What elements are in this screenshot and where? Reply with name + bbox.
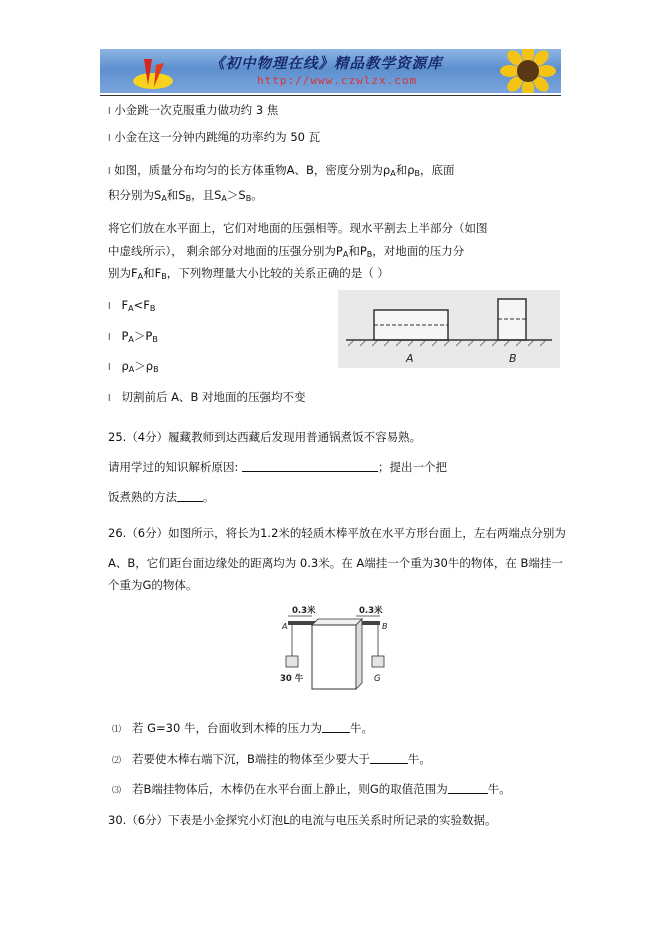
question-25-title: 25.（4分）履藏教师到达西藏后发现用普通锅煮饭不容易熟。 xyxy=(108,430,422,444)
question-26-title: 26.（6分）如图所示，将长为1.2米的轻质木棒平放在水平方形台面上，左右两端点分别为 xyxy=(108,526,566,540)
answer-option-line: l 小金在这一分钟内跳绳的功率约为 50 瓦 xyxy=(108,130,321,144)
answer-blank[interactable] xyxy=(370,752,408,764)
end-a-label: A xyxy=(282,622,288,631)
answer-blank[interactable] xyxy=(322,721,350,733)
question-30-title: 30.（6分）下表是小金探究小灯泡L的电流与电压关系时所记录的实验数据。 xyxy=(108,813,497,827)
answer-blank[interactable] xyxy=(448,782,488,794)
question-25-line3: 饭煮熟的方法 。 xyxy=(108,490,215,504)
question-text: 中虚线所示）， 剩余部分对地面的压强分别为$P_A$和$P_B$，对地面的压力分 xyxy=(108,244,465,259)
end-b-label: B xyxy=(382,622,388,631)
option-c: l $\rho_A>\rho_B$ xyxy=(108,359,159,374)
table-front xyxy=(312,625,356,689)
weight-left xyxy=(286,656,298,667)
sub-question-1: ⑴ 若 G=30 牛，台面收到木棒的压力为 牛。 xyxy=(112,721,373,735)
question-26-line3: 个重为G的物体。 xyxy=(108,578,198,592)
sub-question-2: ⑵ 若要使木棒右端下沉，B端挂的物体至少要大于 牛。 xyxy=(112,752,431,766)
table-top xyxy=(312,619,362,625)
answer-blank[interactable] xyxy=(177,490,203,502)
figure-blocks-ab xyxy=(338,290,560,368)
weight-right xyxy=(372,656,384,667)
dim-label-left: 0.3米 xyxy=(292,606,316,616)
site-logo-icon xyxy=(130,51,176,93)
answer-blank[interactable] xyxy=(242,460,378,472)
sub-question-3: ⑶ 若B端挂物体后，木棒仍在水平台面上静止，则G的取值范围为 牛。 xyxy=(112,782,511,796)
question-text: l 如图，质量分布均匀的长方体重物A、B，密度分别为$\rho_A$和$\rho_B$，底面 xyxy=(108,163,455,178)
weight-left-label: 30 牛 xyxy=(280,674,304,684)
site-title: 《初中物理在线》精品教学资源库 xyxy=(210,55,443,72)
figure-lever xyxy=(270,604,400,700)
option-b: l $P_A>P_B$ xyxy=(108,329,158,344)
weight-right-label: G xyxy=(374,674,381,684)
header-banner xyxy=(100,49,561,93)
question-26-line2: A、B，它们距台面边缘处的距离均为 0.3米。在 A端挂一个重为30牛的物体，在 B端挂一 xyxy=(108,556,563,570)
question-25-line2: 请用学过的知识解析原因: ；提出一个把 xyxy=(108,460,448,474)
question-text: 积分别为$S_A$和$S_B$，且$S_A>S_B$。 xyxy=(108,188,263,203)
block-a-label: A xyxy=(406,352,414,365)
header-rule xyxy=(100,95,561,96)
option-a: l $F_A<F_B$ xyxy=(108,298,156,313)
question-text: 将它们放在水平面上，它们对地面的压强相等。现水平割去上半部分（如图 xyxy=(108,221,488,235)
table-side xyxy=(356,619,362,689)
dim-label-right: 0.3米 xyxy=(359,606,383,616)
sunflower-icon xyxy=(495,49,561,93)
answer-option-line: l 小金跳一次克服重力做功约 3 焦 xyxy=(108,103,279,117)
block-b-label: B xyxy=(509,352,517,365)
option-d: l 切割前后 A、B 对地面的压强均不变 xyxy=(108,390,306,404)
question-text: 别为$F_A$和$F_B$，下列物理量大小比较的关系正确的是（ ） xyxy=(108,266,389,281)
site-url[interactable]: http://www.czwlzx.com xyxy=(257,74,418,87)
